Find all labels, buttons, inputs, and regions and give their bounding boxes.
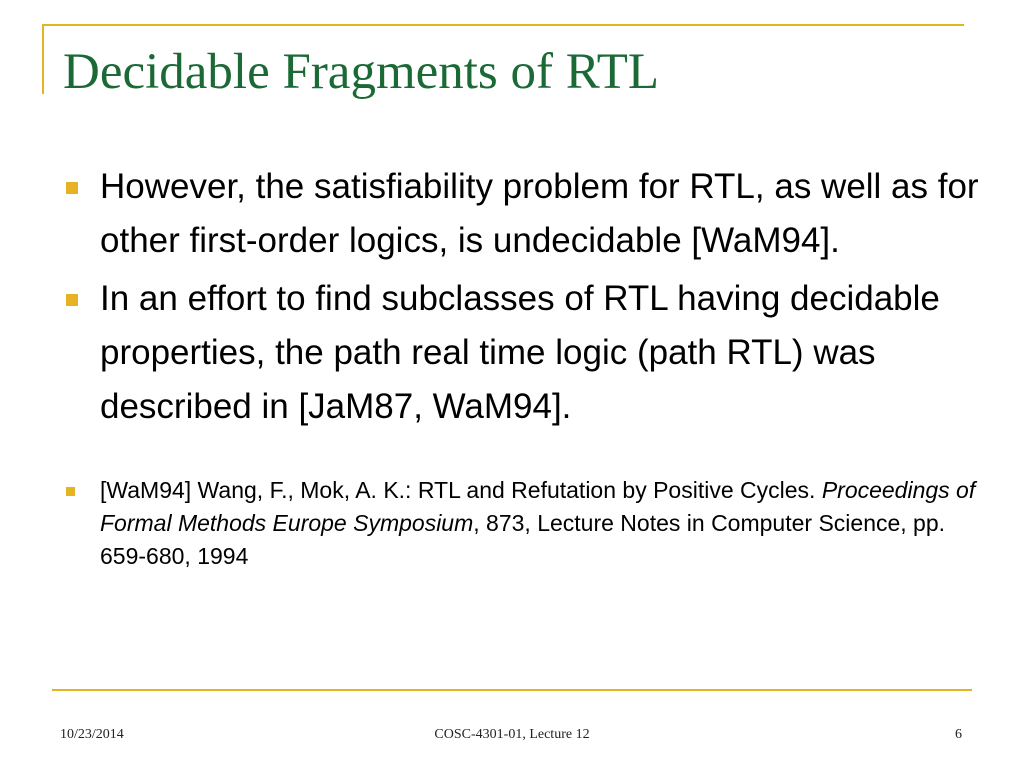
- frame-bottom-line: [52, 689, 972, 691]
- footer-course: COSC-4301-01, Lecture 12: [434, 727, 590, 742]
- square-bullet-icon: [66, 487, 75, 496]
- reference-venue: Proceedings of Formal Methods Europe Symposium: [100, 477, 976, 536]
- slide-title: Decidable Fragments of RTL: [63, 44, 660, 100]
- bullet-list: [64, 160, 984, 573]
- footer-date: 10/23/2014: [60, 727, 124, 742]
- square-bullet-icon: [66, 182, 78, 194]
- bullet-text: However, the satisfiability problem for RTL, as well as for other first-order logics, is undecidable [WaM94].: [100, 167, 979, 260]
- bullet-item: [64, 160, 984, 268]
- reference-suffix: , 873, Lecture Notes in Computer Science, pp. 659-680, 1994: [100, 510, 946, 569]
- reference-prefix: [WaM94] Wang, F., Mok, A. K.: RTL and Refutation by Positive Cycles.: [100, 477, 822, 503]
- footer-page-number: 6: [955, 727, 962, 742]
- frame-left-line: [42, 24, 44, 94]
- bullet-item: [64, 272, 984, 434]
- square-bullet-icon: [66, 294, 78, 306]
- frame-top-line: [42, 24, 964, 26]
- bullet-text: In an effort to find subclasses of RTL having decidable properties, the path real time logic (path RTL) was described in [JaM87, WaM94].: [100, 279, 940, 426]
- reference-item: [64, 474, 984, 573]
